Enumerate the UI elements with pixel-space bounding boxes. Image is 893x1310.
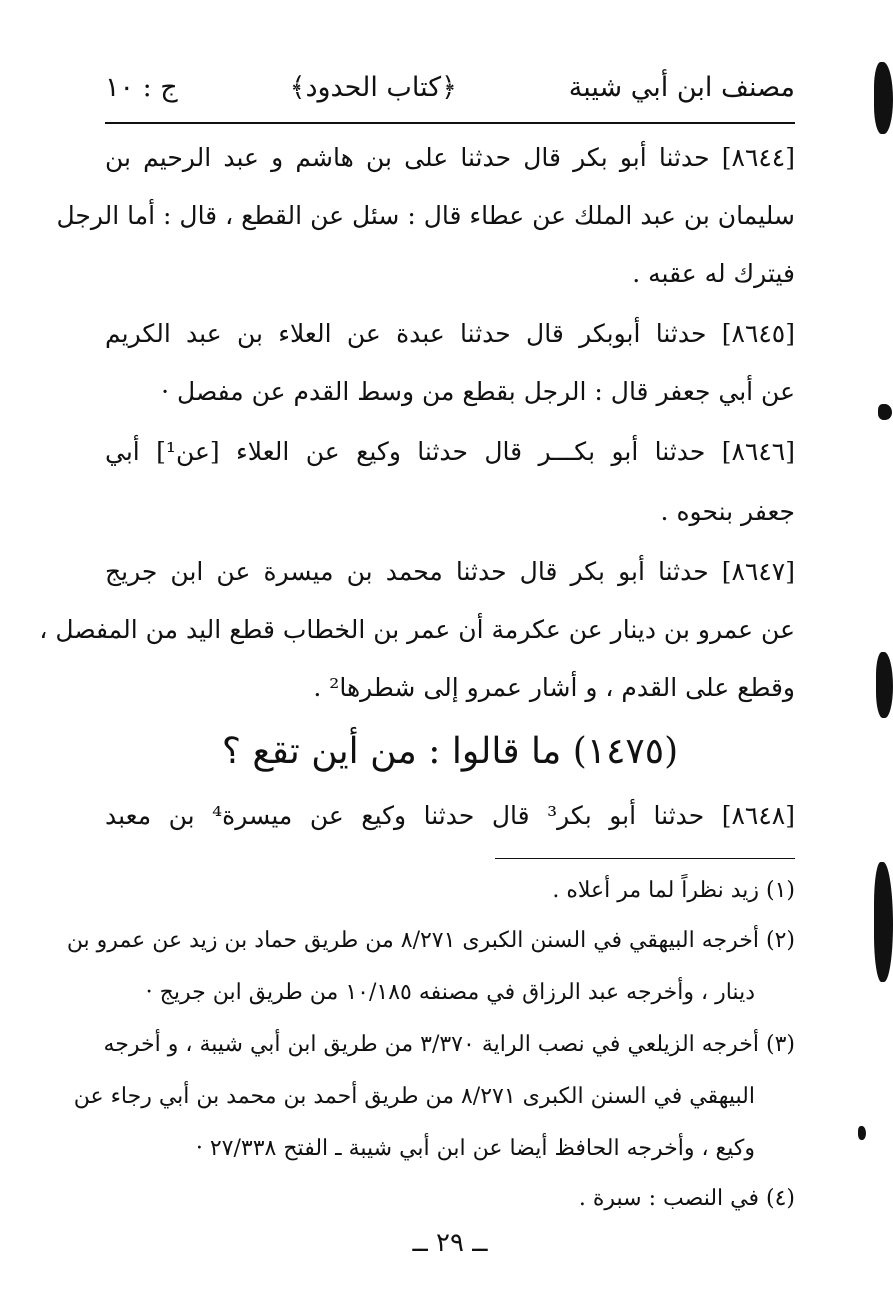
footnote-line: دينار ، وأخرجه عبد الرزاق في مصنفه ١٠/١٨٥ من طريق ابن جريج · (145, 980, 755, 1005)
book-title: مصنف ابن أبي شيبة (568, 71, 795, 103)
running-header (105, 62, 795, 112)
footnote-line: وكيع ، وأخرجه الحافظ أيضا عن ابن أبي شيبة ـ الفتح ٢٧/٣٣٨ · (195, 1136, 755, 1161)
text-line: جعفر بنحوه . (660, 497, 795, 526)
text-line: [٨٦٤٨] حدثنا أبو بكر³ قال حدثنا وكيع عن ميسرة⁴ بن معبد (105, 801, 795, 830)
page-number: ــ ٢٩ ــ (412, 1228, 488, 1258)
scan-blot (878, 404, 892, 420)
footnote-line: البيهقي في السنن الكبرى ٨/٢٧١ من طريق أحمد بن محمد بن أبي رجاء عن (73, 1084, 755, 1109)
scan-blot (874, 862, 893, 982)
scan-blot (876, 652, 893, 718)
text-line: عن عمرو بن دينار عن عكرمة أن عمر بن الخطاب قطع اليد من المفصل ، (39, 615, 795, 644)
section-title: ﴿كتاب الحدود﴾ (289, 71, 457, 103)
text-line: عن أبي جعفر قال : الرجل بقطع من وسط القدم عن مفصل · (161, 377, 795, 406)
text-line: وقطع على القدم ، و أشار عمرو إلى شطرها² . (313, 673, 795, 702)
text-line: فيترك له عقبه . (632, 259, 795, 288)
scan-blot (858, 1126, 866, 1140)
text-line: [٨٦٤٦] حدثنا أبو بكـــر قال حدثنا وكيع عن العلاء [عن¹] أبي (105, 437, 795, 466)
footnote-rule (495, 858, 795, 859)
footnote-line: (٣) أخرجه الزيلعي في نصب الراية ٣/٣٧٠ من طريق ابن أبي شيبة ، و أخرجه (103, 1032, 795, 1057)
footnote-line: (٤) في النصب : سبرة . (578, 1186, 795, 1211)
chapter-heading: (١٤٧٥) ما قالوا : من أين تقع ؟ (221, 731, 679, 772)
header-rule (105, 122, 795, 124)
text-line: سليمان بن عبد الملك عن عطاء قال : سئل عن القطع ، قال : أما الرجل (56, 201, 795, 230)
footnote-line: (١) زيد نظراً لما مر أعلاه . (552, 878, 795, 903)
volume-number: ج : ١٠ (105, 71, 178, 103)
scan-blot (874, 62, 893, 134)
text-line: [٨٦٤٧] حدثنا أبو بكر قال حدثنا محمد بن ميسرة عن ابن جريج (105, 557, 795, 586)
text-line: [٨٦٤٤] حدثنا أبو بكر قال حدثنا على بن هاشم و عبد الرحيم بن (105, 143, 795, 172)
text-line: [٨٦٤٥] حدثنا أبوبكر قال حدثنا عبدة عن العلاء بن عبد الكريم (105, 319, 795, 348)
footnote-line: (٢) أخرجه البيهقي في السنن الكبرى ٨/٢٧١ من طريق حماد بن زيد عن عمرو بن (66, 928, 795, 953)
